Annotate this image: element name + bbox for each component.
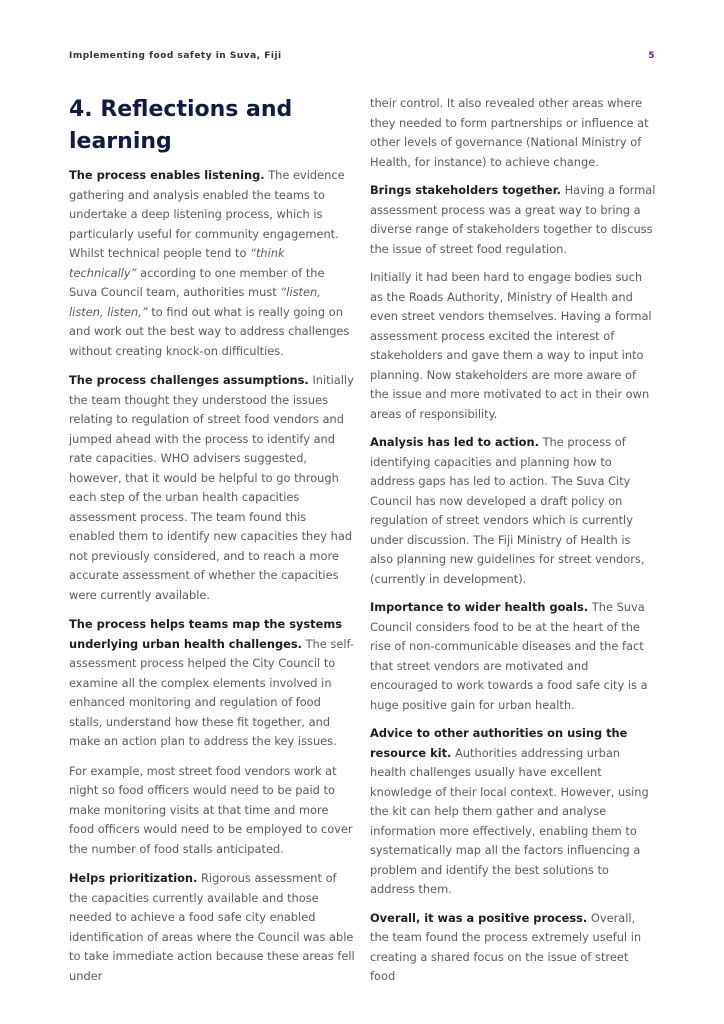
document-title: Implementing food safety in Suva, Fiji	[69, 51, 282, 61]
paragraph-lead: Analysis has led to action.	[370, 435, 539, 449]
section-heading: 4. Reflections and learning	[69, 97, 293, 154]
paragraph-overall: Overall, it was a positive process. Overall, the team found the process extremely useful in creating a shared focus on the issue of street food	[370, 910, 642, 983]
paragraph-lead: The process enables listening.	[69, 168, 265, 182]
running-header	[69, 51, 655, 65]
paragraph-action: Analysis has led to action. The process of identifying capacities and planning how to address gaps has led to action. The Suva City Council has now developed a draft policy on regulation of street vendors which is currently under discussion. The Fiji Ministry of Health is also planning new guidelines for street vendors, (currently in development).	[370, 435, 645, 586]
paragraph-health-goals: Importance to wider health goals. The Suva Council considers food to be at the heart of the rise of non-communicable diseases and the fact that street vendors are motivated and encouraged to work towards a food safe city is a huge positive gain for urban health.	[370, 600, 648, 712]
quote-listen: “listen, listen, listen,”	[69, 285, 321, 319]
paragraph-advice: Advice to other authorities on using the resource kit. Authorities addressing urban health challenges usually have excellent knowledge of their local context. However, using the kit can help them gather and analyse information more effectively, enabling them to systematically map all the factors influencing a problem and identify the best solutions to address them.	[370, 726, 649, 896]
left-column	[69, 94, 355, 996]
paragraph-prioritization-continued: their control. It also revealed other areas where they needed to form partnerships or influence at other levels of governance (National Ministry of Health, for instance) to achieve change.	[370, 96, 649, 169]
quote-think-technically: “think technically”	[69, 246, 285, 280]
paragraph-lead: The process challenges assumptions.	[69, 373, 309, 387]
paragraph-lead: The process helps teams map the systems underlying urban health challenges.	[69, 617, 343, 651]
paragraph-lead: Advice to other authorities on using the resource kit.	[370, 726, 628, 760]
paragraph-lead: Importance to wider health goals.	[370, 600, 589, 614]
paragraph-listening: The process enables listening. The evidence gathering and analysis enabled the teams to undertake a deep listening process, which is particularly useful for community engagement. Whilst technical people tend to “think technically” according to one member of the Suva Council team, authorities must “listen, listen, listen,” to find out what is really going on and work out the best way to address challenges without creating knock-on difficulties.	[69, 168, 350, 358]
paragraph-lead: Overall, it was a positive process.	[370, 910, 588, 925]
paragraph-lead: Brings stakeholders together.	[370, 183, 561, 197]
paragraph-assumptions: The process challenges assumptions. Initially the team thought they understood the issues relating to regulation of street food vendors and jumped ahead with the process to identify and rate capacities. WHO advisers suggested, however, that it would be helpful to go through each step of the urban health capacities assessment process. The team found this enabled them to identify new capacities they had not previously considered, and to reach a more accurate assessment of whether the capacities were currently available.	[69, 373, 354, 602]
paragraph-systems: The process helps teams map the systems underlying urban health challenges. The self-assessment process helped the City Council to examine all the complex elements involved in enhanced monitoring and regulation of food stalls, understand how these fit together, and make an action plan to address the key issues.	[69, 617, 354, 748]
paragraph-example: For example, most street food vendors work at night so food officers would need to be paid to make monitoring visits at that time and more food officers would need to be employed to cover the number of food stalls anticipated.	[69, 763, 353, 856]
paragraph-prioritization: Helps prioritization. Rigorous assessment of the capacities currently available and those needed to achieve a food safe city enabled identification of areas where the Council was able to take immediate action because these areas fell under	[69, 871, 355, 983]
paragraph-lead: Helps prioritization.	[69, 871, 198, 885]
page-number: 5	[648, 51, 655, 61]
right-column	[370, 94, 656, 996]
paragraph-engagement: Initially it had been hard to engage bodies such as the Roads Authority, Ministry of Health and even street vendors themselves. Having a formal assessment process excited the interest of stakeholders and gave them a way to input into planning. Now stakeholders are more aware of the issue and more motivated to act in their own areas of responsibility.	[370, 270, 652, 421]
paragraph-stakeholders: Brings stakeholders together. Having a formal assessment process was a great way to bring a diverse range of stakeholders together to discuss the issue of street food regulation.	[370, 183, 656, 256]
